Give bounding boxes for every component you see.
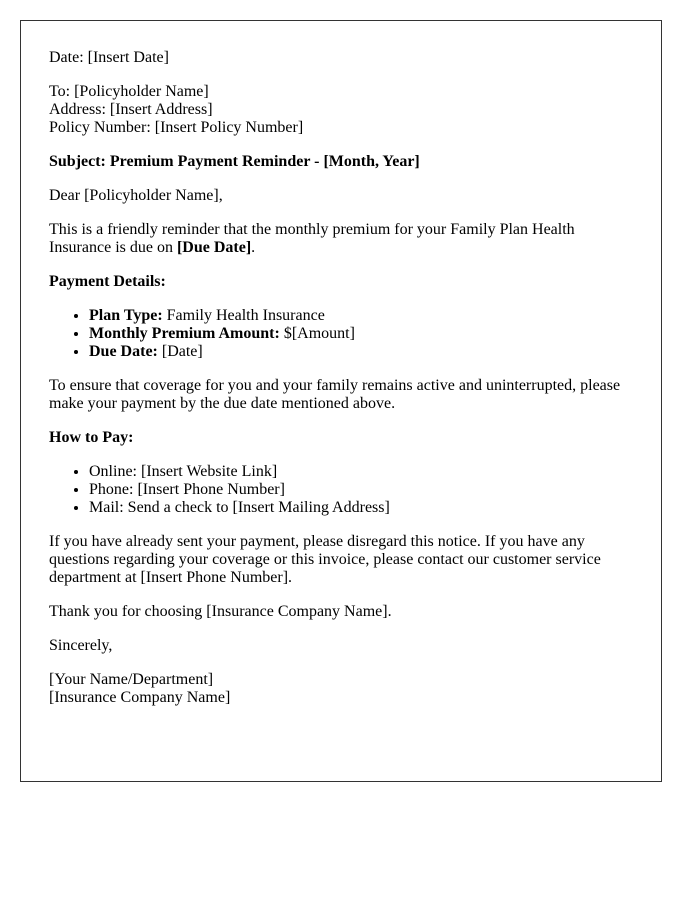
intro-end: .: [251, 239, 256, 256]
how-to-pay-heading: [49, 429, 633, 447]
signature-company: [Insurance Company Name]: [49, 689, 231, 706]
list-item: [89, 307, 633, 325]
recipient-address: Address: [Insert Address]: [49, 101, 213, 118]
signature-block: [49, 671, 633, 707]
recipient-policy-number: Policy Number: [Insert Policy Number]: [49, 119, 304, 136]
coverage-note: To ensure that coverage for you and your family remains active and uninterrupted, please make your payment by the due date mentioned above.: [49, 377, 621, 412]
disregard-note: If you have already sent your payment, please disregard this notice. If you have any questions regarding your coverage or this invoice, please contact our customer service department at [Insert Phone Number].: [49, 533, 601, 586]
subject-text: Subject: Premium Payment Reminder - [Month, Year]: [49, 153, 420, 170]
recipient-to: To: [Policyholder Name]: [49, 83, 209, 100]
thanks-line: Thank you for choosing [Insurance Company Name].: [49, 603, 392, 620]
date-line: Date: [Insert Date]: [49, 49, 169, 66]
intro-text: This is a friendly reminder that the monthly premium for your Family Plan Health Insurance is due on: [49, 221, 575, 256]
closing: Sincerely,: [49, 637, 113, 654]
salutation: Dear [Policyholder Name],: [49, 187, 223, 204]
list-item: • Phone: [Insert Phone Number]: [89, 481, 633, 499]
item-value: [Date]: [157, 343, 203, 360]
item-label: Due Date:: [89, 343, 158, 360]
recipient-block: [49, 83, 633, 137]
signature-name: [Your Name/Department]: [49, 671, 214, 688]
intro-due-date: [Due Date]: [176, 239, 252, 256]
list-item: • Mail: Send a check to [Insert Mailing Address]: [89, 499, 633, 517]
list-item: [89, 343, 633, 361]
item-label: Monthly Premium Amount:: [89, 325, 280, 342]
item-label: Plan Type:: [89, 307, 163, 324]
list-item: • Online: [Insert Website Link]: [89, 463, 633, 481]
how-to-pay-heading-text: How to Pay:: [49, 429, 134, 446]
payment-details-list: [49, 307, 633, 361]
payment-details-heading-text: Payment Details:: [49, 273, 166, 290]
list-item: [89, 325, 633, 343]
intro-paragraph: [49, 221, 633, 257]
item-value: $[Amount]: [279, 325, 355, 342]
item-value: Family Health Insurance: [162, 307, 325, 324]
letter: [20, 20, 662, 782]
payment-details-heading: [49, 273, 633, 291]
how-to-pay-list: [49, 463, 633, 517]
subject-line: [49, 153, 633, 171]
